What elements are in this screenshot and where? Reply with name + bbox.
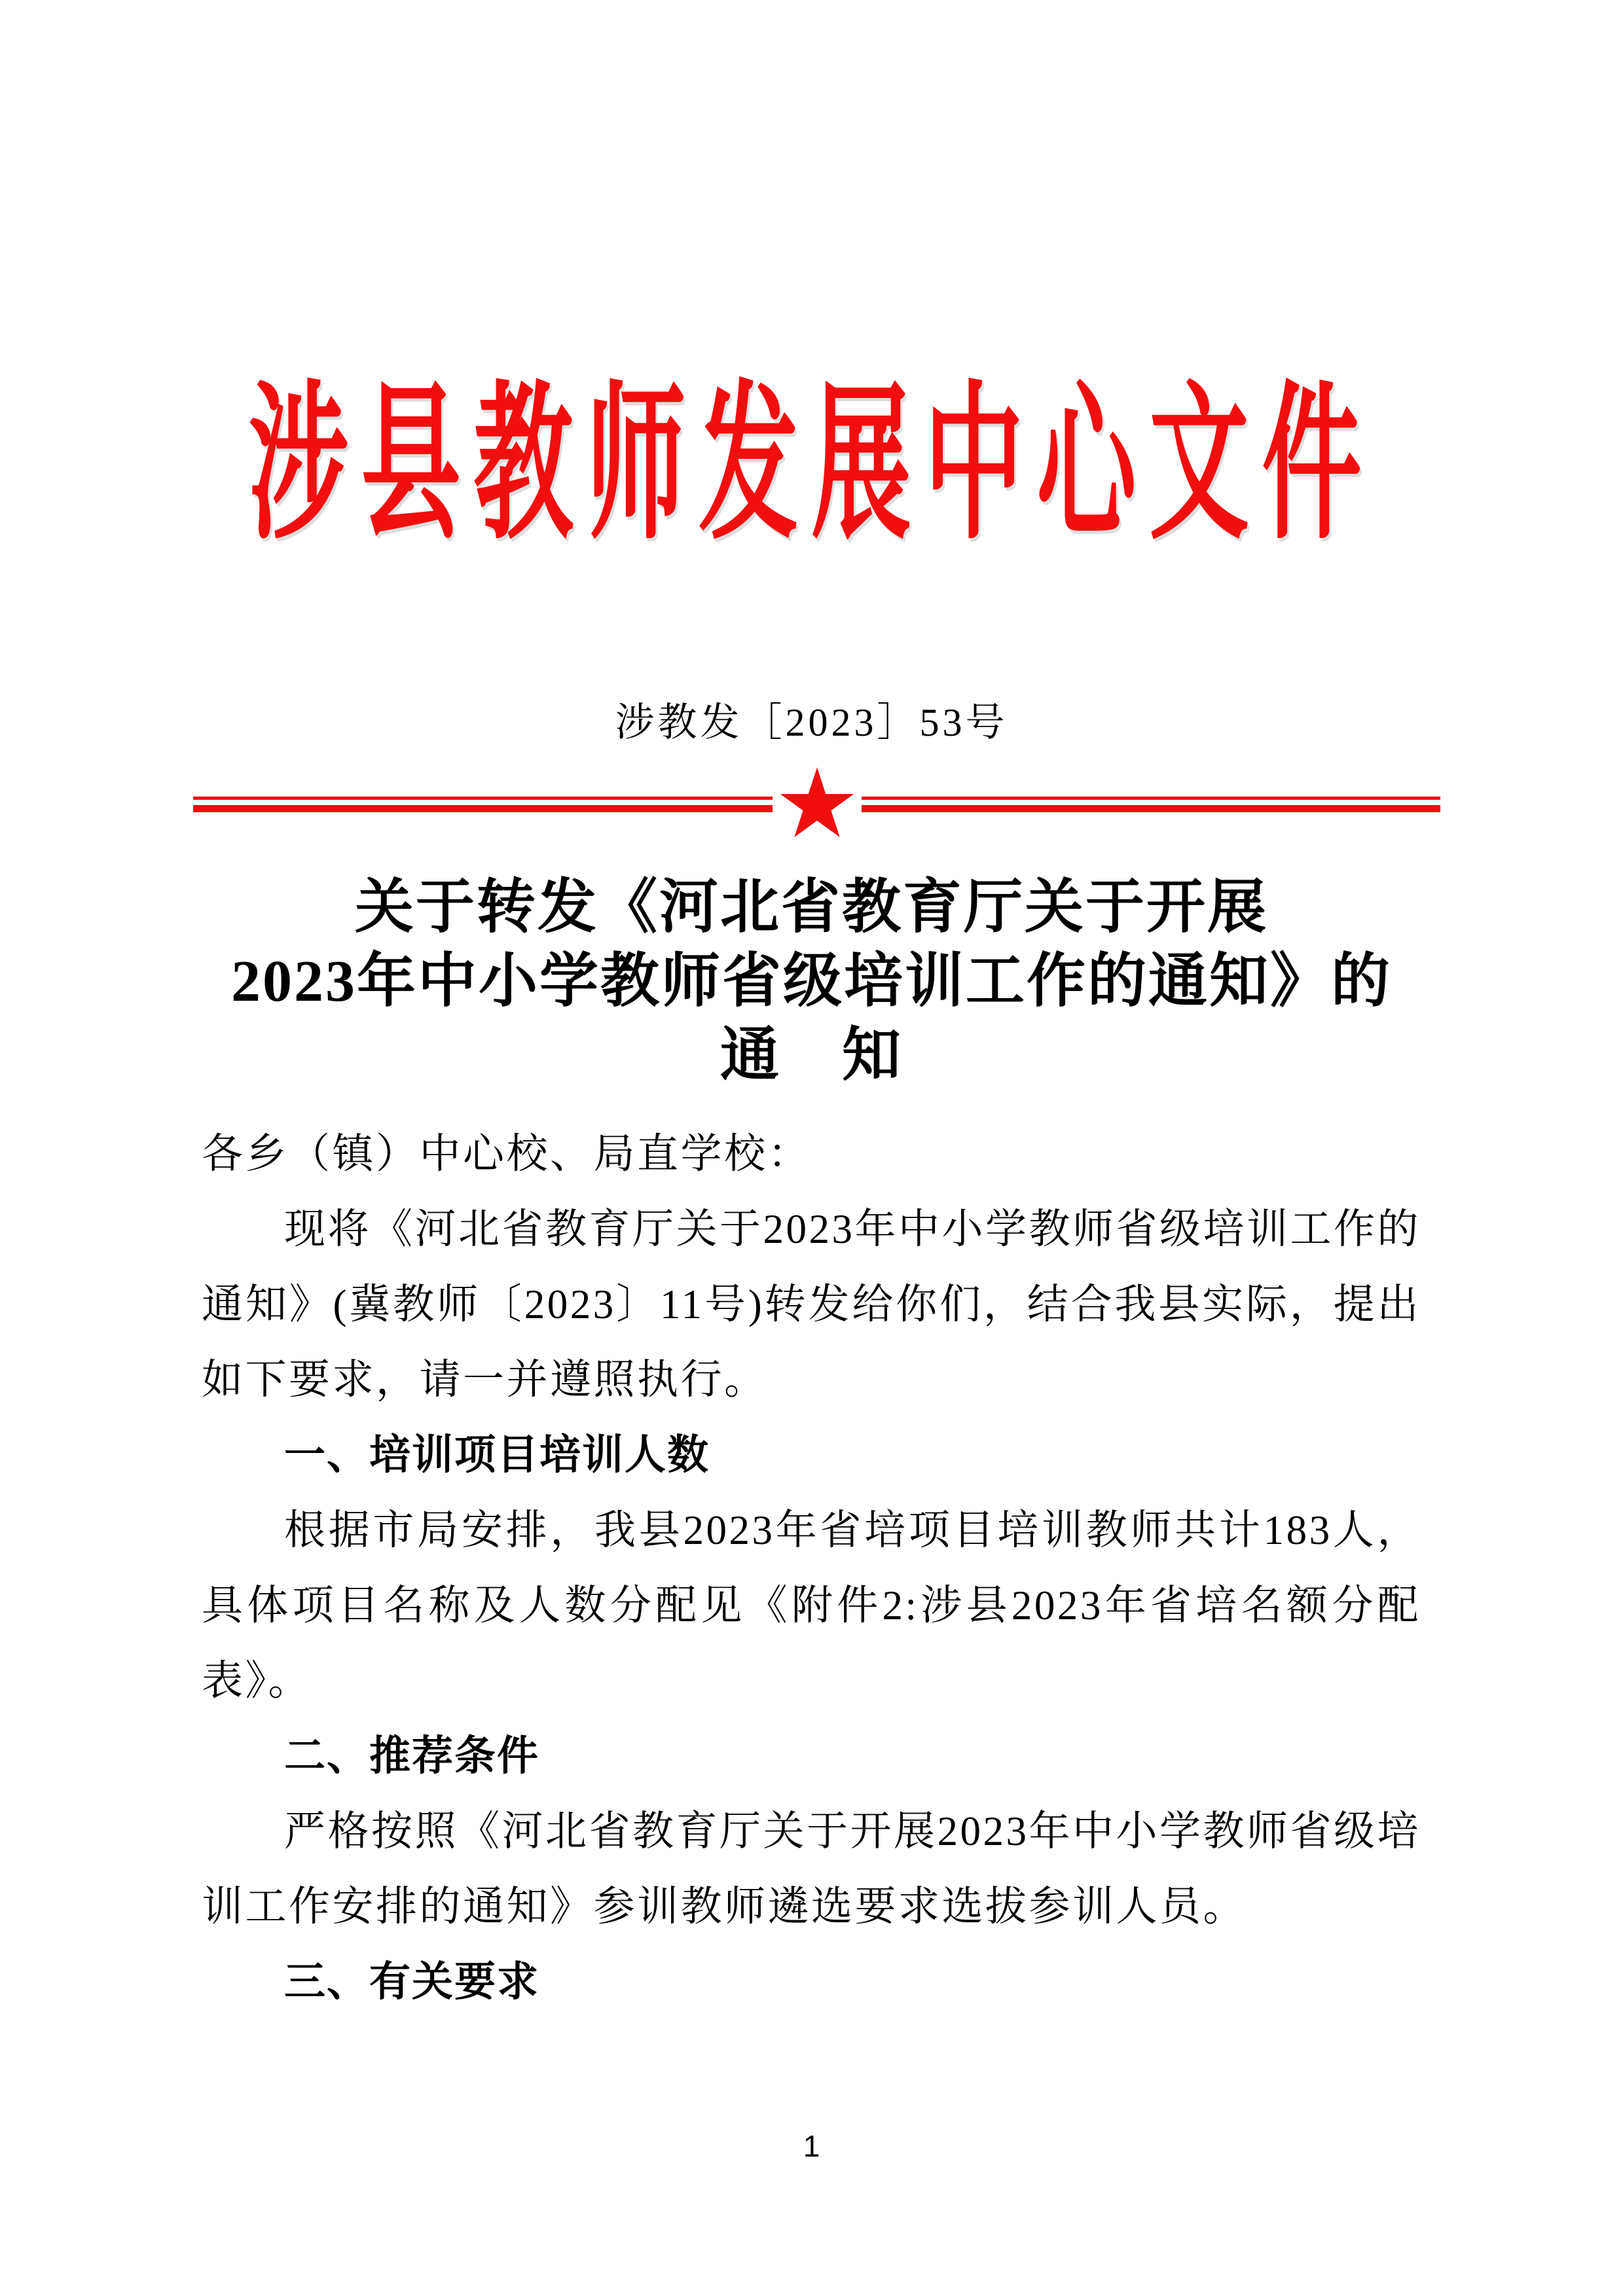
- paragraph-2: 根据市局安排，我县2023年省培项目培训教师共计183人，具体项目名称及人数分配见《附件2:涉县2023年省培名额分配表》。: [202, 1507, 1421, 1704]
- paragraph-3: 严格按照《河北省教育厅关于开展2023年中小学教师省级培训工作安排的通知》参训教师遴选要求选拔参训人员。: [202, 1808, 1421, 1929]
- divider-gap: [862, 800, 1441, 805]
- divider-gap: [193, 800, 773, 805]
- section-heading-1: 一、培训项目培训人数: [284, 1432, 710, 1478]
- title-line-1: 关于转发《河北省教育厅关于开展: [355, 875, 1268, 940]
- divider-line-left: [193, 797, 773, 812]
- divider-thick-rule: [193, 805, 773, 812]
- red-star-icon: [778, 767, 856, 842]
- section-heading-2: 二、推荐条件: [284, 1733, 539, 1779]
- paragraph-1: 现将《河北省教育厅关于2023年中小学教师省级培训工作的通知》(冀教师〔2023〕11号)转发给你们，结合我县实际，提出如下要求，请一并遵照执行。: [202, 1206, 1421, 1403]
- divider-thick-rule: [862, 805, 1441, 812]
- document-body: [202, 1117, 1421, 2020]
- section-heading-3: 三、有关要求: [284, 1959, 539, 2005]
- title-line-3: 通 知: [720, 1023, 903, 1088]
- title-line-2: 2023年中小学教师省级培训工作的通知》的: [231, 949, 1392, 1014]
- document-title: [0, 870, 1623, 1092]
- red-header-org-title: 涉县教师发展中心文件: [248, 372, 1375, 560]
- salutation: 各乡（镇）中心校、局直学校：: [202, 1131, 811, 1177]
- page-number: 1: [803, 2129, 820, 2163]
- red-divider: [193, 767, 1440, 842]
- document-number: 涉教发［2023］53号: [615, 701, 1008, 744]
- divider-line-right: [862, 797, 1441, 812]
